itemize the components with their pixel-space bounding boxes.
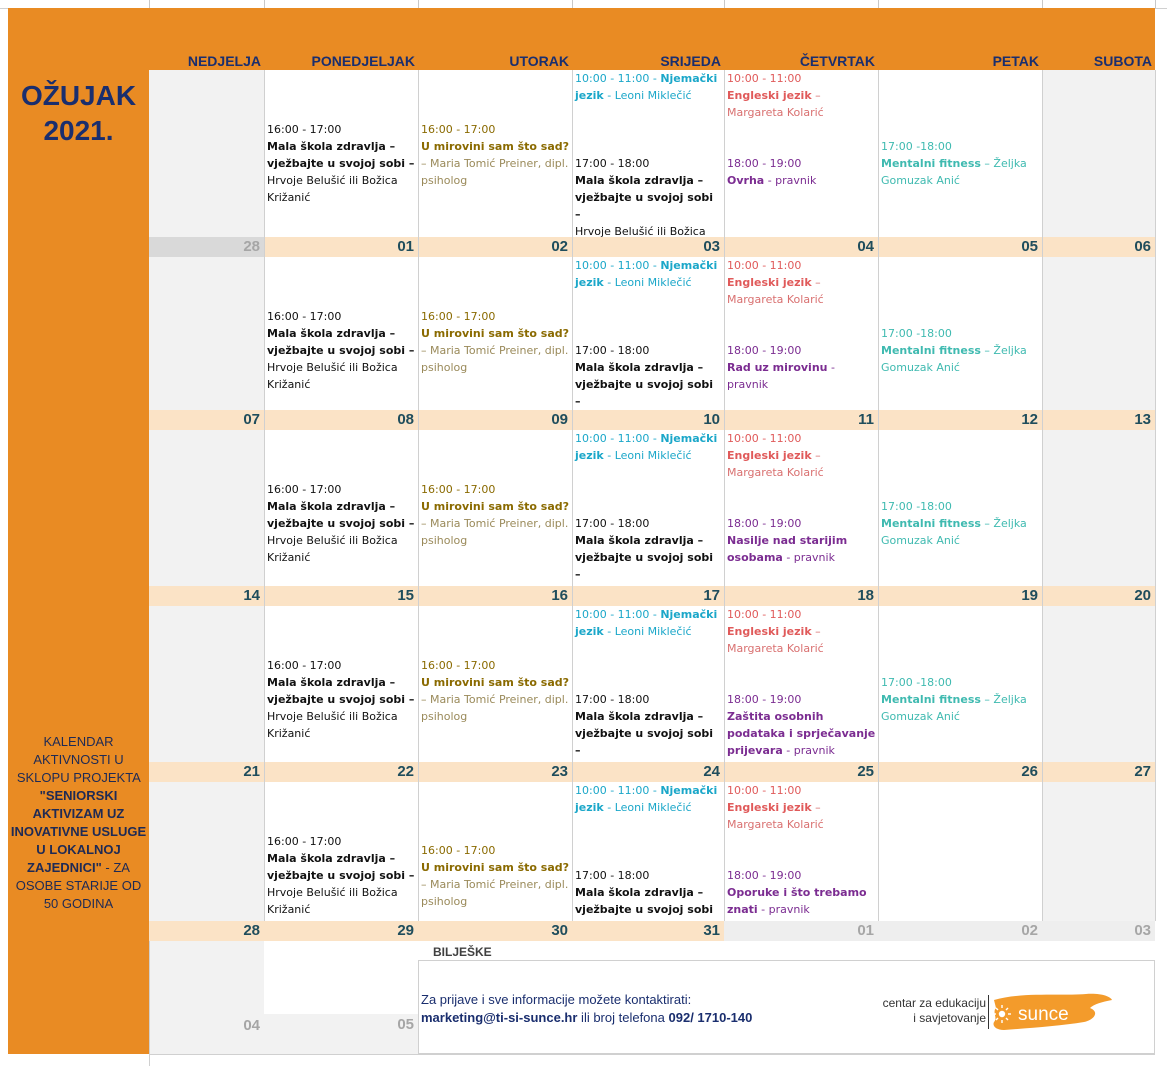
event-time: 18:00 - 19:00 — [727, 344, 802, 357]
event-host: – Maria Tomić Preiner, dipl. psiholog — [421, 693, 569, 723]
grid-line — [1155, 70, 1156, 921]
event-host: - pravnik — [782, 744, 835, 757]
event-title: U mirovini sam što sad? — [421, 676, 570, 689]
event-title: Engleski jezik — [727, 449, 812, 462]
date-band — [878, 921, 1042, 941]
logo-tagline-line2: i savjetovanje — [913, 1011, 986, 1025]
grid-line — [572, 70, 573, 921]
date-band — [878, 586, 1042, 606]
event-title: Mala škola zdravlja – vježbajte u svojoj sobi — [575, 886, 714, 916]
day-cell[interactable] — [149, 606, 264, 762]
event-host: – Maria Tomić Preiner, dipl. psiholog — [421, 517, 569, 547]
event-host: – Margareta Kolarić — [727, 276, 824, 306]
grid-line — [1042, 70, 1043, 921]
project-intro: KALENDAR AKTIVNOSTI U SKLOPU PROJEKTA — [16, 734, 141, 785]
date-band — [418, 410, 572, 430]
day-cell[interactable] — [724, 606, 878, 762]
day-cell[interactable] — [264, 782, 418, 921]
day-label: ČETVRTAK — [799, 53, 875, 69]
event-time: 17:00 -18:00 — [881, 500, 952, 513]
date-band — [264, 762, 418, 782]
date-number: 05 — [1021, 238, 1038, 255]
day-cell[interactable] — [878, 606, 1042, 762]
day-cell[interactable] — [572, 70, 724, 237]
event-mala-skola[interactable] — [575, 515, 722, 586]
date-band — [264, 410, 418, 430]
event-host: Hrvoje Belušić ili Božica Križanić — [267, 710, 398, 740]
event-title: Njemački jezik — [575, 72, 718, 102]
contact-phone-prefix: ili broj telefona — [577, 1010, 669, 1025]
date-band — [724, 921, 878, 941]
event-time: 17:00 - 18:00 — [575, 869, 650, 882]
event-title: Mala škola zdravlja – vježbajte u svojoj sobi – — [267, 500, 415, 530]
day-cell[interactable] — [1042, 606, 1155, 762]
event-host: – Margareta Kolarić — [727, 801, 824, 831]
event-host: Hrvoje Belušić ili Božica — [575, 225, 706, 237]
day-label: UTORAK — [509, 53, 569, 69]
event-time: 10:00 - 11:00 - — [575, 608, 661, 621]
notes-title: BILJEŠKE — [433, 945, 492, 959]
day-cell[interactable] — [724, 257, 878, 410]
event-title: Ovrha — [727, 174, 765, 187]
event-title: Njemački jezik — [575, 608, 718, 638]
date-number: 13 — [1134, 411, 1151, 428]
event-time: 10:00 - 11:00 — [727, 608, 802, 621]
date-number: 04 — [857, 238, 874, 255]
date-band — [149, 586, 264, 606]
day-cell[interactable] — [1042, 257, 1155, 410]
date-band — [264, 586, 418, 606]
grid-line — [264, 70, 265, 921]
event-mala-skola[interactable] — [267, 833, 416, 918]
event-host: - pravnik — [757, 903, 810, 916]
event-time: 16:00 - 17:00 — [267, 483, 342, 496]
project-name: "SENIORSKI AKTIVIZAM UZ INOVATIVNE USLUGE U LOKALNOJ ZAJEDNICI" — [10, 788, 147, 875]
date-band — [149, 237, 264, 257]
event-title: Mentalni fitness — [881, 157, 981, 170]
event-title: Njemački jezik — [575, 432, 718, 462]
date-number: 06 — [1134, 238, 1151, 255]
event-host: Hrvoje Belušić ili Božica Križanić — [267, 886, 398, 916]
date-number: 25 — [857, 763, 874, 780]
day-label: PETAK — [992, 53, 1039, 69]
event-title: Nasilje nad starijim osobama — [727, 534, 848, 564]
date-number: 22 — [397, 763, 414, 780]
date-band — [418, 762, 572, 782]
day-cell[interactable] — [418, 782, 572, 921]
event-title: Oporuke i što trebamo znati — [727, 886, 867, 916]
day-cell[interactable] — [878, 782, 1042, 921]
event-host: - Leoni Miklečić — [603, 449, 692, 462]
date-band — [572, 921, 724, 941]
event-time: 17:00 -18:00 — [881, 140, 952, 153]
event-title: Zaštita osobnih podataka i sprječavanje prijevara — [727, 710, 876, 757]
date-band — [724, 410, 878, 430]
event-time: 18:00 - 19:00 — [727, 693, 802, 706]
date-number: 16 — [551, 587, 568, 604]
event-time: 17:00 - 18:00 — [575, 693, 650, 706]
year: 2021. — [43, 115, 114, 146]
event-njemacki[interactable] — [575, 606, 722, 640]
event-host: - Leoni Miklečić — [603, 625, 692, 638]
day-cell[interactable] — [418, 70, 572, 237]
event-u-mirovini[interactable] — [421, 842, 570, 910]
day-cell[interactable] — [572, 782, 724, 921]
event-time: 16:00 - 17:00 — [421, 123, 496, 136]
event-u-mirovini[interactable] — [421, 308, 570, 376]
grid-line — [724, 70, 725, 921]
event-title: Mala škola zdravlja – vježbajte u svojoj sobi – — [267, 327, 415, 357]
day-label: NEDJELJA — [187, 53, 261, 69]
event-time: 17:00 - 18:00 — [575, 157, 650, 170]
date-number: 10 — [703, 411, 720, 428]
event-host: – Maria Tomić Preiner, dipl. psiholog — [421, 344, 569, 374]
event-mentalni-fitness[interactable] — [881, 674, 1040, 725]
event-time: 10:00 - 11:00 — [727, 259, 802, 272]
event-host: Hrvoje Belušić ili Božica Križanić — [267, 174, 398, 204]
event-pravnik[interactable] — [727, 867, 876, 918]
date-band — [572, 762, 724, 782]
day-cell[interactable] — [149, 257, 264, 410]
day-cell[interactable] — [878, 257, 1042, 410]
date-band — [878, 762, 1042, 782]
event-host: Hrvoje Belušić ili Božica Križanić — [267, 534, 398, 564]
event-title: Engleski jezik — [727, 276, 812, 289]
day-cell[interactable] — [724, 430, 878, 586]
day-cell[interactable] — [724, 782, 878, 921]
event-host: – Maria Tomić Preiner, dipl. psiholog — [421, 157, 569, 187]
event-title: Mala škola zdravlja – vježbajte u svojoj sobi – — [267, 852, 415, 882]
event-title: Mala škola zdravlja – vježbajte u svojoj sobi – — [575, 174, 714, 221]
left-panel — [8, 8, 149, 1054]
logo-separator — [988, 995, 989, 1029]
event-title: Mala škola zdravlja – vježbajte u svojoj sobi – — [575, 361, 714, 408]
event-time: 16:00 - 17:00 — [267, 310, 342, 323]
event-title: Engleski jezik — [727, 801, 812, 814]
event-mala-skola[interactable] — [267, 121, 416, 206]
event-title: U mirovini sam što sad? — [421, 140, 570, 153]
date-number: 08 — [397, 411, 414, 428]
event-host: - Leoni Miklečić — [603, 89, 692, 102]
day-cell[interactable] — [1042, 70, 1155, 237]
event-title: Mentalni fitness — [881, 693, 981, 706]
event-host: – Željka Gomuzak Anić — [881, 344, 1027, 374]
event-mala-skola[interactable] — [267, 657, 416, 742]
date-number: 26 — [1021, 763, 1038, 780]
event-engleski[interactable] — [727, 257, 876, 308]
date-number: 12 — [1021, 411, 1038, 428]
day-header-friday — [878, 8, 1042, 70]
day-cell[interactable] — [1042, 782, 1155, 921]
event-njemacki[interactable] — [575, 257, 722, 291]
date-number: 01 — [857, 922, 874, 939]
date-number: 09 — [551, 411, 568, 428]
date-number: 18 — [857, 587, 874, 604]
event-engleski[interactable] — [727, 782, 876, 833]
date-band — [1042, 586, 1155, 606]
event-title: Mala škola zdravlja – vježbajte u svojoj sobi – — [575, 534, 714, 581]
date-number: 19 — [1021, 587, 1038, 604]
event-time: 10:00 - 11:00 - — [575, 72, 661, 85]
date-band — [1042, 237, 1155, 257]
project-description — [8, 733, 149, 913]
event-title: Njemački jezik — [575, 259, 718, 289]
date-band — [149, 410, 264, 430]
event-host: – Željka Gomuzak Anić — [881, 157, 1027, 187]
event-mala-skola[interactable] — [575, 867, 722, 921]
event-title: U mirovini sam što sad? — [421, 861, 570, 874]
contact-details — [421, 1010, 752, 1025]
day-cell[interactable] — [264, 941, 418, 1014]
event-time: 18:00 - 19:00 — [727, 869, 802, 882]
date-band — [1042, 921, 1155, 941]
event-time: 10:00 - 11:00 — [727, 72, 802, 85]
event-host: – Željka Gomuzak Anić — [881, 693, 1027, 723]
date-band — [878, 410, 1042, 430]
event-time: 18:00 - 19:00 — [727, 517, 802, 530]
day-label: SUBOTA — [1093, 53, 1152, 69]
day-cell[interactable] — [878, 430, 1042, 586]
event-njemacki[interactable] — [575, 70, 722, 104]
event-engleski[interactable] — [727, 430, 876, 481]
day-label: SRIJEDA — [660, 53, 721, 69]
day-cell[interactable] — [418, 430, 572, 586]
day-cell[interactable] — [878, 70, 1042, 237]
sunce-logo — [990, 990, 1116, 1034]
date-number: 21 — [243, 763, 260, 780]
logo-tagline-line1: centar za edukaciju — [882, 996, 986, 1010]
event-title: Njemački jezik — [575, 784, 718, 814]
event-u-mirovini[interactable] — [421, 657, 570, 725]
event-pravnik[interactable] — [727, 342, 876, 393]
date-number: 02 — [1021, 922, 1038, 939]
event-time: 16:00 - 17:00 — [421, 310, 496, 323]
date-band — [149, 762, 264, 782]
event-time: 16:00 - 17:00 — [421, 844, 496, 857]
date-band — [724, 586, 878, 606]
month-name: OŽUJAK — [20, 80, 137, 111]
event-time: 17:00 -18:00 — [881, 676, 952, 689]
event-mala-skola[interactable] — [267, 308, 416, 393]
day-cell[interactable] — [264, 70, 418, 237]
date-number: 01 — [397, 238, 414, 255]
date-band — [418, 237, 572, 257]
date-number: 04 — [243, 1017, 260, 1034]
event-njemacki[interactable] — [575, 430, 722, 464]
day-cell[interactable] — [572, 606, 724, 762]
date-band — [572, 586, 724, 606]
event-time: 10:00 - 11:00 - — [575, 784, 661, 797]
day-header-thursday — [724, 8, 878, 70]
event-engleski[interactable] — [727, 606, 876, 657]
date-band — [418, 586, 572, 606]
date-number: 03 — [1134, 922, 1151, 939]
date-number: 24 — [703, 763, 720, 780]
day-header-saturday — [1042, 8, 1155, 70]
event-title: U mirovini sam što sad? — [421, 327, 570, 340]
day-label: PONEDJELJAK — [311, 53, 415, 69]
date-band — [1042, 762, 1155, 782]
event-time: 18:00 - 19:00 — [727, 157, 802, 170]
event-host: Hrvoje Belušić ili Božica Križanić — [267, 361, 398, 391]
date-band — [264, 237, 418, 257]
event-title: Mentalni fitness — [881, 344, 981, 357]
date-number: 28 — [243, 238, 260, 255]
day-cell[interactable] — [724, 70, 878, 237]
contact-phone: 092/ 1710-140 — [668, 1010, 753, 1025]
date-band — [572, 237, 724, 257]
month-title — [8, 78, 149, 148]
event-time: 16:00 - 17:00 — [421, 659, 496, 672]
event-title: Engleski jezik — [727, 625, 812, 638]
day-cell[interactable] — [264, 257, 418, 410]
event-title: Mentalni fitness — [881, 517, 981, 530]
date-number: 15 — [397, 587, 414, 604]
grid-line — [149, 1054, 1155, 1055]
event-time: 16:00 - 17:00 — [267, 659, 342, 672]
day-cell[interactable] — [418, 257, 572, 410]
date-number: 23 — [551, 763, 568, 780]
date-number: 20 — [1134, 587, 1151, 604]
grid-line — [878, 70, 879, 921]
event-pravnik[interactable] — [727, 155, 876, 189]
date-number: 07 — [243, 411, 260, 428]
event-host: - Leoni Miklečić — [603, 276, 692, 289]
date-number: 30 — [551, 922, 568, 939]
date-number: 29 — [397, 922, 414, 939]
grid-line — [418, 70, 419, 921]
date-band — [149, 921, 264, 941]
day-cell[interactable] — [149, 941, 264, 1054]
date-number: 27 — [1134, 763, 1151, 780]
date-band — [264, 921, 418, 941]
event-mala-skola[interactable] — [575, 155, 722, 237]
day-header-monday — [264, 8, 418, 70]
event-time: 16:00 - 17:00 — [421, 483, 496, 496]
day-cell[interactable] — [264, 1014, 418, 1054]
event-title: Engleski jezik — [727, 89, 812, 102]
event-mentalni-fitness[interactable] — [881, 325, 1040, 376]
event-time: 17:00 - 18:00 — [575, 344, 650, 357]
event-host: – Margareta Kolarić — [727, 625, 824, 655]
logo-tagline — [870, 996, 986, 1026]
date-number: 28 — [243, 922, 260, 939]
event-engleski[interactable] — [727, 70, 876, 121]
date-band — [878, 237, 1042, 257]
event-title: Mala škola zdravlja – vježbajte u svojoj sobi – — [267, 140, 415, 170]
day-header-tuesday — [418, 8, 572, 70]
event-title: Mala škola zdravlja – vježbajte u svojoj sobi – — [575, 710, 714, 757]
day-cell[interactable] — [149, 430, 264, 586]
event-time: 17:00 - 18:00 — [575, 517, 650, 530]
event-title: U mirovini sam što sad? — [421, 500, 570, 513]
event-host: - pravnik — [764, 174, 817, 187]
day-cell[interactable] — [418, 606, 572, 762]
date-number: 14 — [243, 587, 260, 604]
event-time: 16:00 - 17:00 — [267, 123, 342, 136]
date-number: 03 — [703, 238, 720, 255]
date-number: 11 — [858, 411, 874, 428]
day-cell[interactable] — [149, 782, 264, 921]
event-njemacki[interactable] — [575, 782, 722, 816]
date-band — [1042, 410, 1155, 430]
day-header-wednesday — [572, 8, 724, 70]
event-time: 10:00 - 11:00 - — [575, 432, 661, 445]
event-title: Rad uz mirovinu — [727, 361, 828, 374]
event-host: – Željka Gomuzak Anić — [881, 517, 1027, 547]
event-host: – Margareta Kolarić — [727, 89, 824, 119]
event-mala-skola[interactable] — [575, 691, 722, 762]
date-number: 02 — [551, 238, 568, 255]
date-number: 31 — [703, 922, 720, 939]
event-mentalni-fitness[interactable] — [881, 498, 1040, 549]
event-time: 10:00 - 11:00 — [727, 784, 802, 797]
grid-line — [149, 941, 150, 1066]
contact-email[interactable]: marketing@ti-si-sunce.hr — [421, 1010, 578, 1025]
event-mentalni-fitness[interactable] — [881, 138, 1040, 189]
event-host: - pravnik — [727, 361, 835, 391]
event-u-mirovini[interactable] — [421, 121, 570, 189]
date-number: 17 — [703, 587, 720, 604]
event-time: 10:00 - 11:00 - — [575, 259, 661, 272]
event-title: Mala škola zdravlja – vježbajte u svojoj sobi – — [267, 676, 415, 706]
date-band — [418, 921, 572, 941]
day-header-sunday — [149, 8, 264, 70]
day-cell[interactable] — [264, 430, 418, 586]
event-host: - Leoni Miklečić — [603, 801, 692, 814]
event-mala-skola[interactable] — [267, 481, 416, 566]
event-u-mirovini[interactable] — [421, 481, 570, 549]
date-band — [724, 237, 878, 257]
day-cell[interactable] — [572, 430, 724, 586]
event-time: 16:00 - 17:00 — [267, 835, 342, 848]
event-host: – Margareta Kolarić — [727, 449, 824, 479]
event-pravnik[interactable] — [727, 691, 876, 759]
event-pravnik[interactable] — [727, 515, 876, 566]
event-host: - pravnik — [782, 551, 835, 564]
contact-intro: Za prijave i sve informacije možete kontaktirati: — [421, 992, 692, 1007]
event-time: 17:00 -18:00 — [881, 327, 952, 340]
event-host: – Maria Tomić Preiner, dipl. psiholog — [421, 878, 569, 908]
event-time: 10:00 - 11:00 — [727, 432, 802, 445]
logo-brand-text: sunce — [1018, 1004, 1069, 1025]
event-mala-skola[interactable] — [575, 342, 722, 410]
day-cell[interactable] — [1042, 430, 1155, 586]
date-band — [724, 762, 878, 782]
day-cell[interactable] — [572, 257, 724, 410]
date-number: 05 — [397, 1016, 414, 1033]
day-cell[interactable] — [264, 606, 418, 762]
date-band — [572, 410, 724, 430]
day-cell[interactable] — [149, 70, 264, 237]
project-outro: - ZA OSOBE STARIJE OD 50 GODINA — [15, 860, 142, 911]
